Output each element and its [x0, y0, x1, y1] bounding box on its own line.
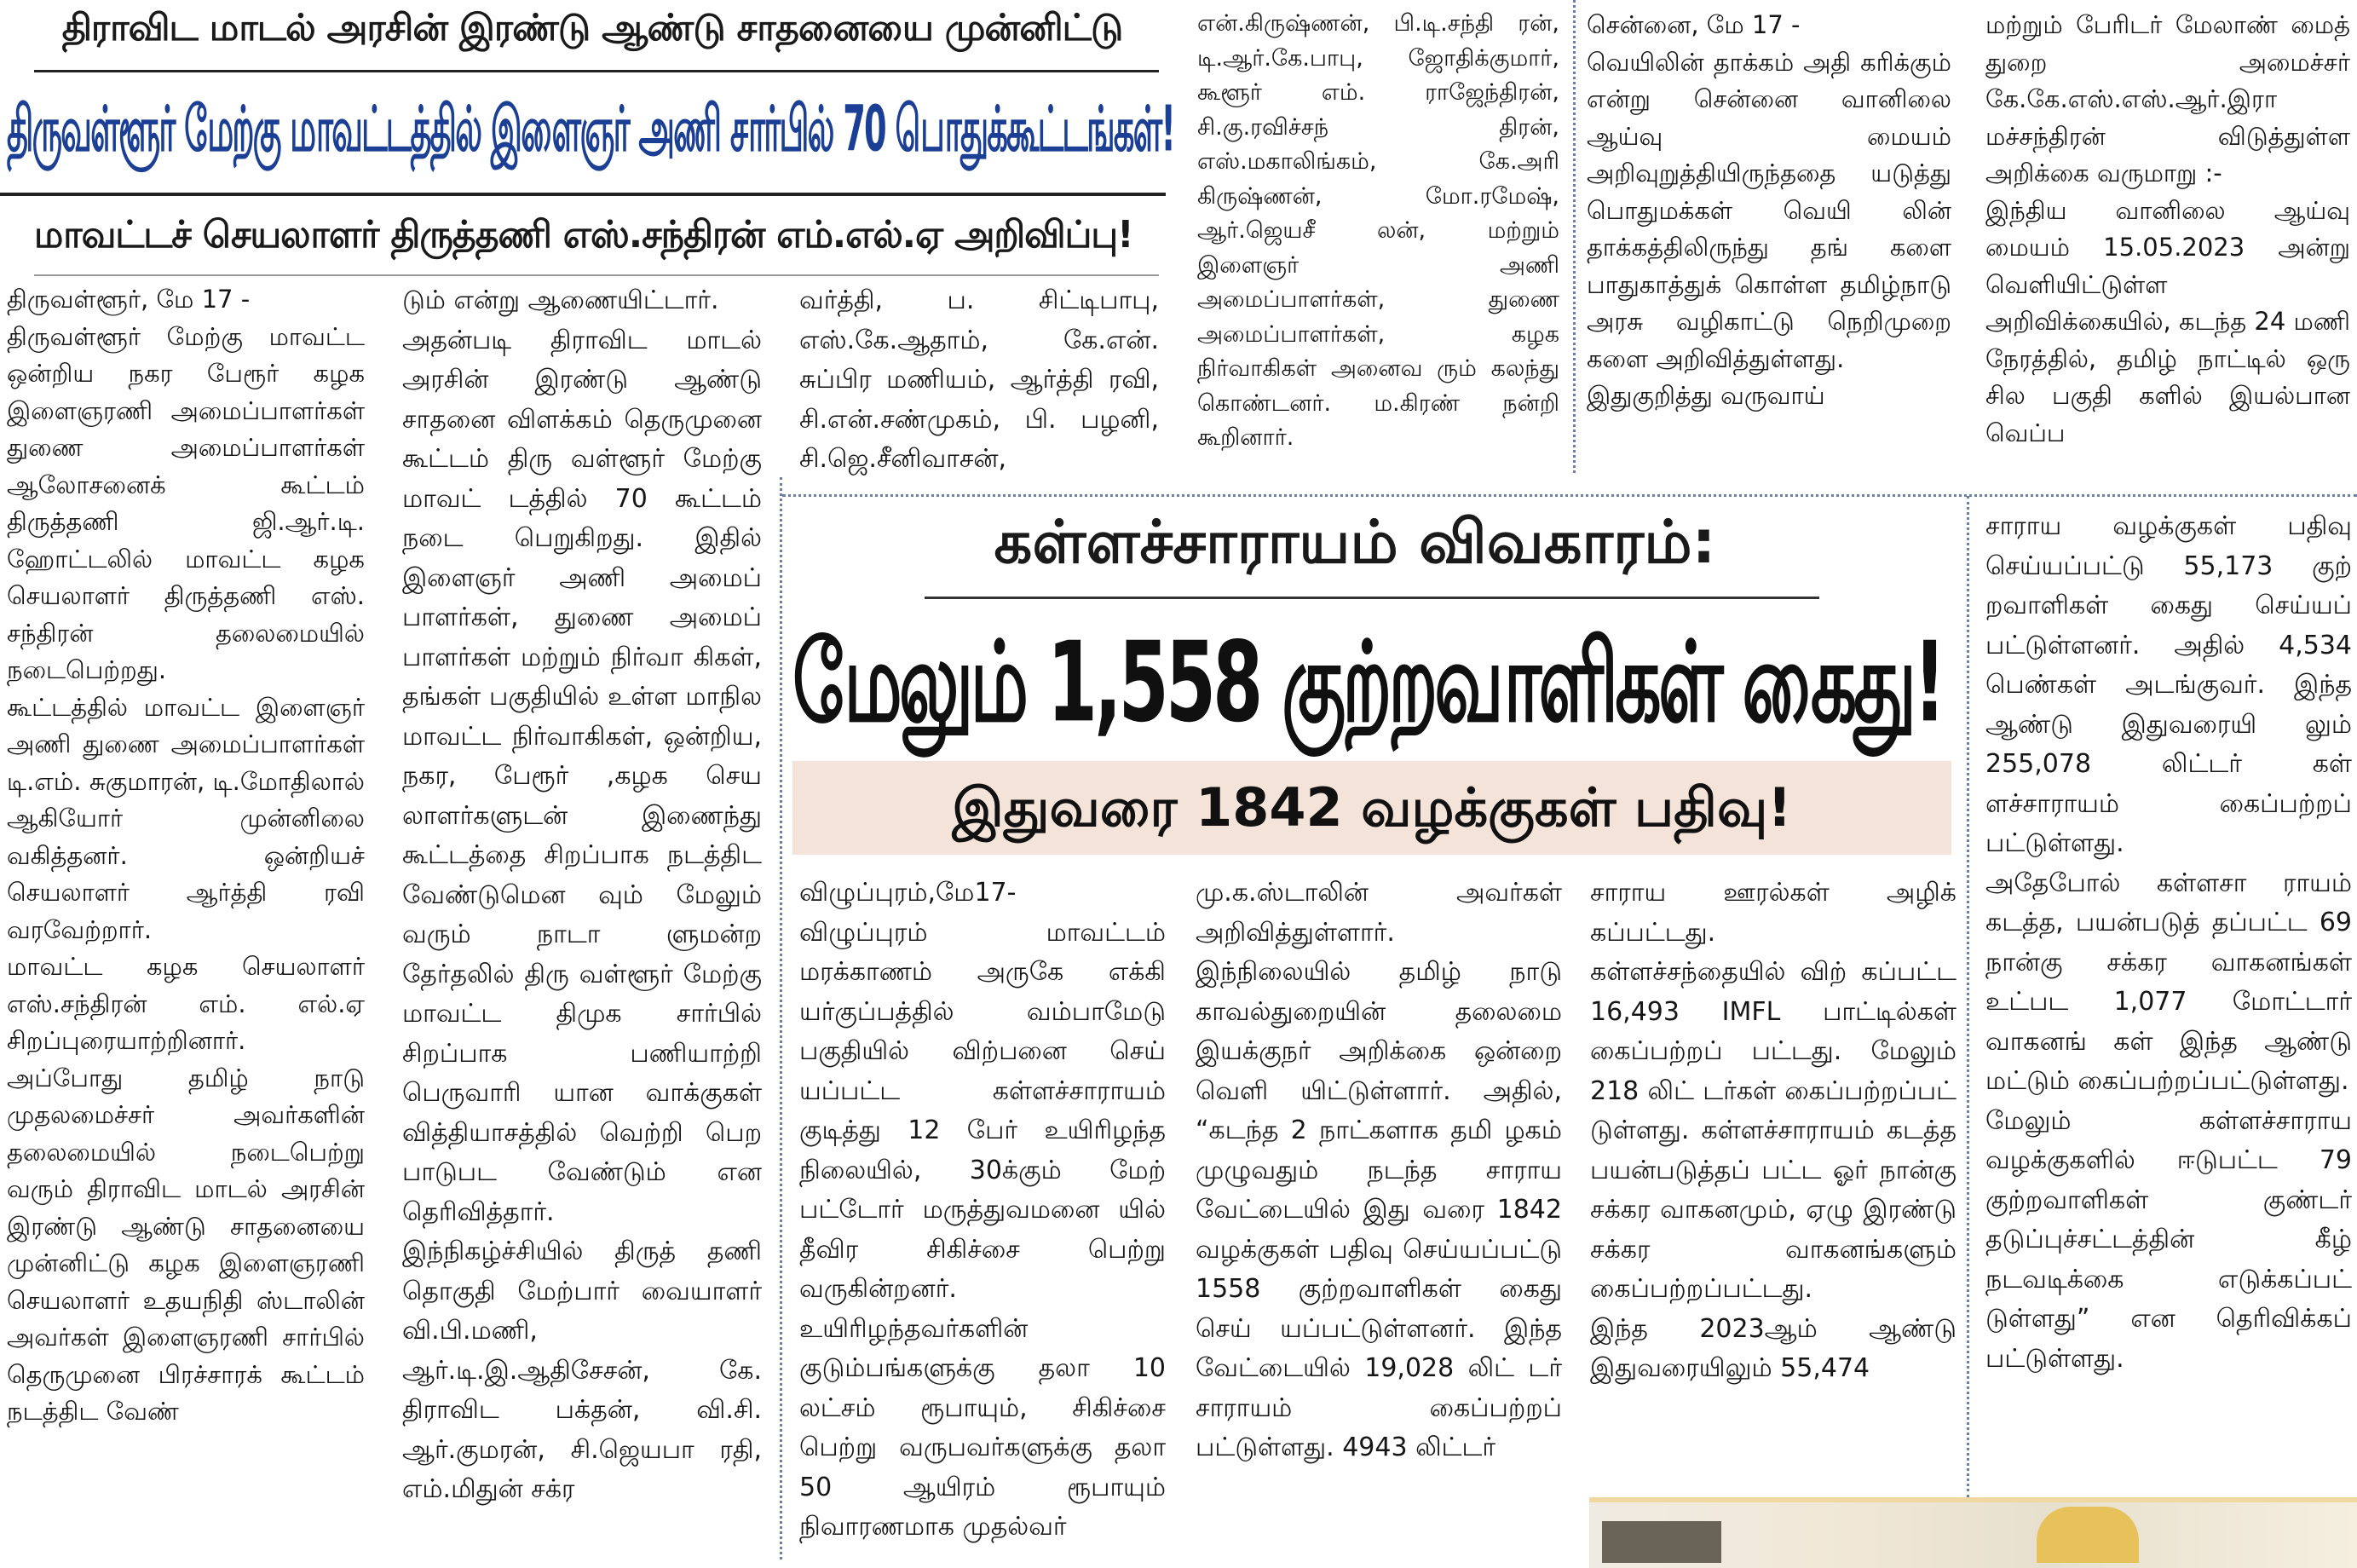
story2-column-4 — [1985, 507, 2352, 1496]
heat-story-column-2-text: மற்றும் பேரிடர் மேலாண் மைத் துறை அமைச்சர் கே.கே.எஸ்.எஸ்.ஆர்.இரா மச்சந்திரன் விடுத்துள்ள அறிக்கை வருமாறு :- இந்திய வானிலை ஆய்வு மையம் 15.05.2023 அன்று வெளியிட்டுள்ள அறிவிக்கையில், கடந்த 24 மணி நேரத்தில், தமிழ் நாட்டில் ஒரு சில பகுதி களில் இயல்பான வெப்ப — [1985, 10, 2350, 447]
divider-vertical-heat — [1573, 0, 1576, 473]
divider-horizontal-story2 — [782, 494, 2357, 497]
divider-vertical-left — [780, 477, 782, 1559]
story1-column-1 — [7, 281, 365, 1559]
story2-column-2 — [1196, 873, 1562, 1559]
heat-story-column-2 — [1985, 7, 2350, 467]
story1-column-3-text: வர்த்தி, ப. சிட்டிபாபு, எஸ்.கே.ஆதாம், கே.என். சுப்பிர மணியம், ஆர்த்தி ரவி, சி.என்.சண்முகம், பி. பழனி, சி.ஜெ.சீனிவாசன், — [799, 285, 1159, 474]
photo-detail-garland — [2037, 1507, 2139, 1563]
story2-kicker: கள்ளச்சாராயம் விவகாரம்: — [994, 507, 1716, 577]
story1-column-2 — [402, 281, 762, 1559]
story1-subhead: மாவட்டச் செயலாளர் திருத்தணி எஸ்.சந்திரன் எம்.எல்.ஏ அறிவிப்பு! — [34, 213, 1133, 257]
story2-subhead: இதுவரை 1842 வழக்குகள் பதிவு! — [792, 761, 1951, 855]
heat-story-column-1 — [1587, 7, 1951, 467]
story2-column-1-text: விழுப்புரம்,மே17- விழுப்புரம் மாவட்டம் மரக்காணம் அருகே எக்கி யர்குப்பத்தில் வம்பாமேடு பகுதியில் விற்பனை செய் யப்பட்ட கள்ளச்சாராயம் குடித்து 12 பேர் உயிரிழந்த நிலையில், 30க்கும் மேற் பட்டோர் மருத்துவமனை யில் தீவிர சிகிச்சை பெற்று வருகின்றனர். உயிரிழந்தவர்களின் குடும்பங்களுக்கு தலா 10 லட்சம் ரூபாயும், சிகிச்சை பெற்று வருபவர்களுக்கு தலா 50 ஆயிரம் ரூபாயும் நிவாரணமாக முதல்வர் — [799, 878, 1166, 1542]
story2-column-3 — [1590, 873, 1956, 1487]
story1-kicker: திராவிட மாடல் அரசின் இரண்டு ஆண்டு சாதனையை முன்னிட்டு — [61, 7, 1123, 49]
story2-kicker-underline — [925, 597, 1819, 599]
divider-vertical-story2-right — [1967, 496, 1969, 1497]
kicker-underline — [34, 70, 1159, 72]
story1-column-2-text: டும் என்று ஆணையிட்டார். அதன்படி திராவிட மாடல் அரசின் இரண்டு ஆண்டு சாதனை விளக்கம் தெருமுனை கூட்டம் திரு வள்ளூர் மேற்கு மாவட் டத்தில் 70 கூட்டம் நடை பெறுகிறது. இதில் இளைஞர் அணி அமைப் பாளர்கள், துணை அமைப் பாளர்கள் மற்றும் நிர்வா கிகள், தங்கள் பகுதியில் உள்ள மாநில மாவட்ட நிர்வாகிகள், ஒன்றிய, நகர, பேரூர் ,கழக செய லாளர்களுடன் இணைந்து கூட்டத்தை சிறப்பாக நடத்திட வேண்டுமென வும் மேலும் வரும் நாடா ளுமன்ற தேர்தலில் திரு வள்ளூர் மேற்கு மாவட்ட திமுக சார்பில் சிறப்பாக பணியாற்றி பெருவாரி யான வாக்குகள் வித்தியாசத்தில் வெற்றி பெற பாடுபட வேண்டும் என தெரிவித்தார். இந்நிகழ்ச்சியில் திருத் தணி தொகுதி மேற்பார் வையாளர் வி.பி.மணி, ஆர்.டி.இ.ஆதிசேசன், கே. திராவிட பக்தன், வி.சி. ஆர்.குமரன், சி.ஜெயபா ரதி, எம்.மிதுன் சக்ர — [402, 285, 762, 1504]
heat-story-column-1-text: சென்னை, மே 17 - வெயிலின் தாக்கம் அதி கரிக்கும் என்று சென்னை வானிலை ஆய்வு மையம் அறிவுறுத்தியிருந்ததை யடுத்து பொதுமக்கள் வெயி லின் தாக்கத்திலிருந்து தங் களை பாதுகாத்துக் கொள்ள தமிழ்நாடு அரசு வழிகாட்டு நெறிமுறை களை அறிவித்துள்ளது. இதுகுறித்து வருவாய் — [1587, 10, 1951, 410]
story2-column-3-text: சாராய ஊரல்கள் அழிக் கப்பட்டது. கள்ளச்சந்தையில் விற் கப்பட்ட 16,493 IMFL பாட்டில்கள் கைப்பற்றப் பட்டது. மேலும் 218 லிட் டர்கள் கைப்பற்றப்பட் டுள்ளது. கள்ளச்சாராயம் கடத்த பயன்படுத்தப் பட்ட ஓர் நான்கு சக்கர வாகனமும், ஏழு இரண்டு சக்கர வாகனங்களும் கைப்பற்றப்பட்டது. இந்த 2023ஆம் ஆண்டு இதுவரையிலும் 55,474 — [1590, 878, 1956, 1383]
story2-column-1 — [799, 873, 1166, 1559]
story1-column-1-text: திருவள்ளூர், மே 17 - திருவள்ளூர் மேற்கு மாவட்ட ஒன்றிய நகர பேரூர் கழக இளைஞரணி அமைப்பாளர்கள் துணை அமைப்பாளர்கள் ஆலோசனைக் கூட்டம் திருத்தணி ஜி.ஆர்.டி. ஹோட்டலில் மாவட்ட கழக செயலாளர் திருத்தணி எஸ். சந்திரன் தலைமையில் நடைபெற்றது. கூட்டத்தில் மாவட்ட இளைஞர் அணி துணை அமைப்பாளர்கள் டி.எம். சுகுமாரன், டி.மோதிலால் ஆகியோர் முன்னிலை வகித்தனர். ஒன்றியச் செயலாளர் ஆர்த்தி ரவி வரவேற்றார். மாவட்ட கழக செயலாளர் எஸ்.சந்திரன் எம். எல்.ஏ சிறப்புரையாற்றினார். அப்போது தமிழ் நாடு முதலமைச்சர் அவர்களின் தலைமையில் நடைபெற்று வரும் திராவிட மாடல் அரசின் இரண்டு ஆண்டு சாதனையை முன்னிட்டு கழக இளைஞரணி செயலாளர் உதயநிதி ஸ்டாலின் அவர்கள் இளைஞரணி சார்பில் தெருமுனை பிரச்சாரக் கூட்டம் நடத்திட வேண் — [7, 285, 365, 1426]
story2-column-2-text: மு.க.ஸ்டாலின் அவர்கள் அறிவித்துள்ளார். இந்நிலையில் தமிழ் நாடு காவல்துறையின் தலைமை இயக்குநர் அறிக்கை ஒன்றை வெளி யிட்டுள்ளார். அதில், “கடந்த 2 நாட்களாக தமி ழகம் முழுவதும் நடந்த சாராய வேட்டையில் இது வரை 1842 வழக்குகள் பதிவு செய்யப்பட்டு 1558 குற்றவாளிகள் கைது செய் யப்பட்டுள்ளனர். இந்த வேட்டையில் 19,028 லிட் டர் சாராயம் கைப்பற்றப் பட்டுள்ளது. 4943 லிட்டர் — [1196, 878, 1562, 1462]
story2-headline: மேலும் 1,558 குற்றவாளிகள் கைது! — [792, 618, 1944, 747]
story1-column-3 — [799, 281, 1159, 494]
story2-column-4-text: சாராய வழக்குகள் பதிவு செய்யப்பட்டு 55,173 குற் றவாளிகள் கைது செய்யப் பட்டுள்ளனர். அதில் 4,534 பெண்கள் அடங்குவர். இந்த ஆண்டு இதுவரையி லும் 255,078 லிட்டர் கள் ளச்சாராயம் கைப்பற்றப் பட்டுள்ளது. அதேபோல் கள்ளசா ராயம் கடத்த, பயன்படுத் தப்பட்ட 69 நான்கு சக்கர வாகனங்கள் உட்பட 1,077 மோட்டார் வாகனங் கள் இந்த ஆண்டு மட்டும் கைப்பற்றப்பட்டுள்ளது. மேலும் கள்ளச்சாராய வழக்குகளில் ஈடுபட்ட 79 குற்றவாளிகள் குண்டர் தடுப்புச்சட்டத்தின் கீழ் நடவடிக்கை எடுக்கப்பட் டுள்ளது” என தெரிவிக்கப் பட்டுள்ளது. — [1985, 511, 2352, 1374]
subhead-underline — [34, 274, 1159, 276]
story1-headline: திருவள்ளூர் மேற்கு மாவட்டத்தில் இளைஞர் அணி சார்பில் 70 பொதுக்கூட்டங்கள்! — [7, 94, 1175, 167]
headline-underline — [0, 193, 1166, 196]
story1-column-4-text: என்.கிருஷ்ணன், பி.டி.சந்தி ரன், டி.ஆர்.கே.பாபு, ஜோதிக்குமார், கூளூர் எம். ராஜேந்திரன், சி.கு.ரவிச்சந் திரன், எஸ்.மகாலிங்கம், கே.அரி கிருஷ்ணன், மோ.ரமேஷ், ஆர்.ஜெயசீ லன், மற்றும் இளைஞர் அணி அமைப்பாளர்கள், துணை அமைப்பாளர்கள், கழக நிர்வாகிகள் அனைவ ரும் கலந்து கொண்டனர். ம.கிரண் நன்றி கூறினார். — [1197, 10, 1559, 451]
photo-detail-dark — [1602, 1521, 1721, 1563]
story1-column-4 — [1197, 7, 1559, 467]
